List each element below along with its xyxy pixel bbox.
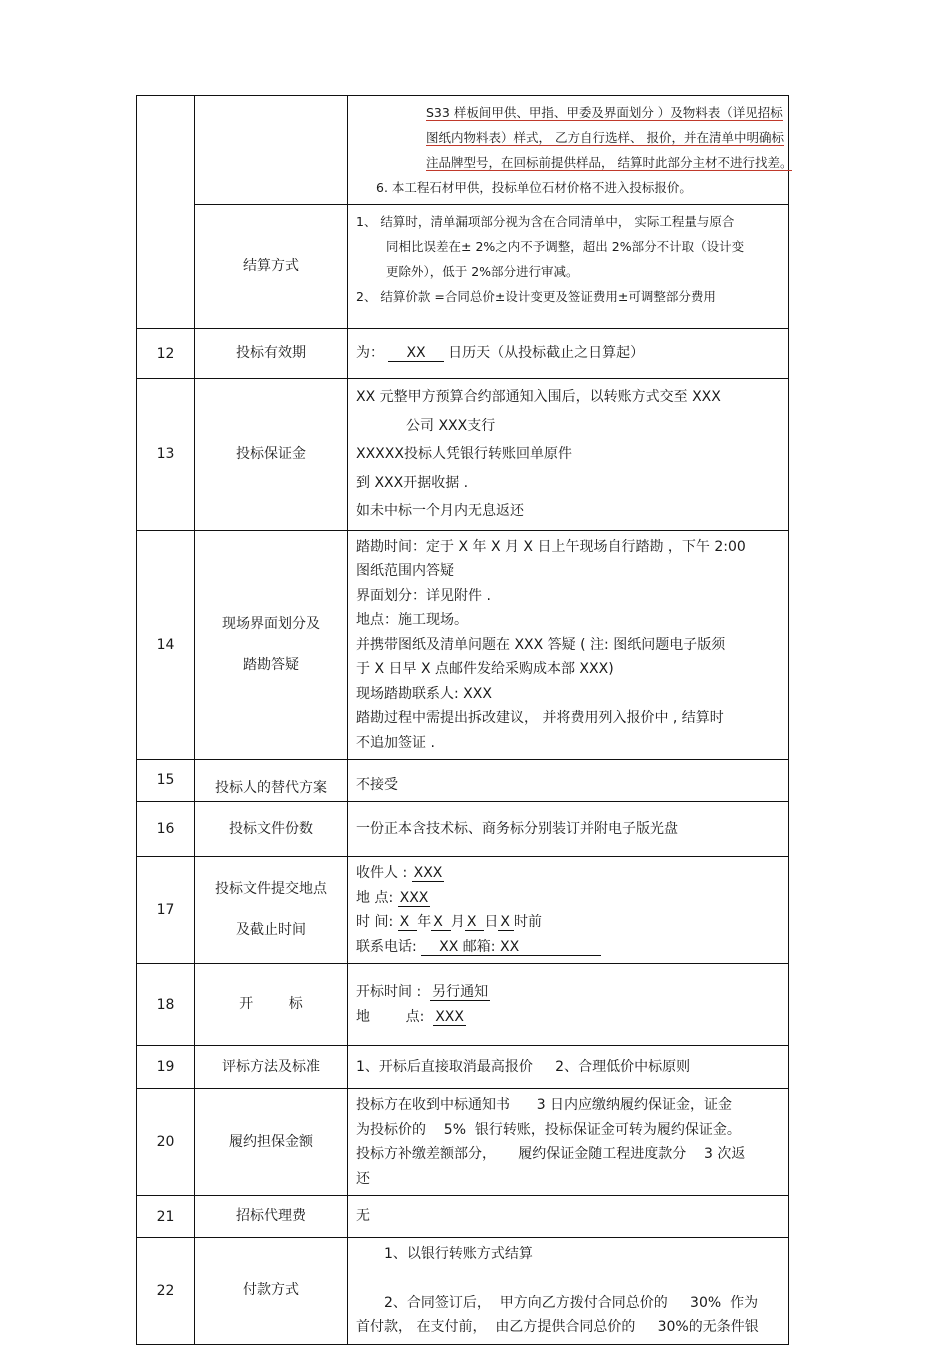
site-visit-content: 踏勘时间：定于 X 年 X 月 X 日上午现场自行踏勘 ，下午 2:00 图纸范围内答疑 界面划分：详见附件 . 地点：施工现场。 并携带图纸及清单问题在 XXX 答疑 ( 注: 图纸问题电子版须 于 X 日早 X 点邮件发给采购成本部 XXX) 现场踏勘联系人: XXX 踏勘过程中需提出拆改建议， 并将费用列入报价中 , 结算时 不追加签证 . bbox=[348, 530, 789, 760]
copies-content: 一份正本含技术标、商务标分别装订并附电子版光盘 bbox=[348, 802, 789, 857]
row-number-cell bbox=[137, 96, 195, 329]
performance-bond-content: 投标方在收到中标通知书 3 日内应缴纳履约保证金，证金 为投标价的 5% 银行转账，投标保证金可转为履约保证金。 投标方补缴差额部分， 履约保证金随工程进度款分 3 次返 还 bbox=[348, 1089, 789, 1196]
deposit-content: XX 元整甲方预算合约部通知入围后，以转账方式交至 XXX 公司 XXX支行 XXXXX投标人凭银行转账回单原件 到 XXX开据收据 . 如未中标一个月内无息返还 bbox=[348, 379, 789, 531]
table-row-16 bbox=[137, 802, 789, 857]
settlement-line-4: 2、 结算价款 =合同总价±设计变更及签证费用±可调整部分费用 bbox=[356, 289, 716, 304]
row-number: 16 bbox=[137, 802, 195, 857]
table-row-14 bbox=[137, 530, 789, 760]
row-label: 投标文件份数 bbox=[195, 802, 348, 857]
validity-content: 为： XX 日历天（从投标截止之日算起） bbox=[348, 329, 789, 379]
row-label: 投标有效期 bbox=[195, 329, 348, 379]
row-label: 投标人的替代方案 bbox=[195, 760, 348, 802]
row-number: 18 bbox=[137, 964, 195, 1046]
table-row-22 bbox=[137, 1238, 789, 1345]
row-number: 19 bbox=[137, 1046, 195, 1089]
opening-content: 开标时间 : 另行通知 地 点: XXX bbox=[348, 964, 789, 1046]
row-number: 21 bbox=[137, 1196, 195, 1238]
settlement-content bbox=[348, 205, 789, 329]
payment-content: 1、以银行转账方式结算 2、合同签订后， 甲方向乙方拨付合同总价的 30% 作为 首付款， 在支付前， 由乙方提供合同总价的 30%的无条件银 bbox=[348, 1238, 789, 1345]
row-label: 履约担保金额 bbox=[195, 1089, 348, 1196]
tender-info-table bbox=[136, 95, 793, 1345]
row-number: 13 bbox=[137, 379, 195, 531]
table-row-15 bbox=[137, 760, 789, 802]
table-row-17 bbox=[137, 857, 789, 964]
table-row-11-settlement bbox=[137, 205, 789, 329]
submission-content: 收件人 : XXX 地 点: XXX 时 间: X 年 X 月 X 日 X 时前 联系电话: XX 邮箱: XX bbox=[348, 857, 789, 964]
settlement-line-1: 1、 结算时，清单漏项部分视为含在合同清单中， 实际工程量与原合 bbox=[356, 214, 735, 229]
settlement-line-2: 同相比误差在± 2%之内不予调整，超出 2%部分不计取（设计变 bbox=[386, 239, 745, 254]
row-number: 15 bbox=[137, 760, 195, 802]
materials-line-3: 注品牌型号，在回标前提供样品， 结算时此部分主材不进行找差。 bbox=[426, 155, 793, 170]
row-label: 招标代理费 bbox=[195, 1196, 348, 1238]
table-row-11-materials bbox=[137, 96, 789, 205]
row-label: 评标方法及标准 bbox=[195, 1046, 348, 1089]
alternative-content: 不接受 bbox=[348, 760, 789, 802]
table-row-21 bbox=[137, 1196, 789, 1238]
materials-line-2: 图纸内物料表）样式， 乙方自行选样、 报价，并在清单中明确标 bbox=[426, 130, 784, 145]
row-label: 付款方式 bbox=[195, 1238, 348, 1345]
row-number: 14 bbox=[137, 530, 195, 760]
row-label: 现场界面划分及 踏勘答疑 bbox=[195, 530, 348, 760]
evaluation-content: 1、开标后直接取消最高报价 2、合理低价中标原则 bbox=[348, 1046, 789, 1089]
row-number: 20 bbox=[137, 1089, 195, 1196]
materials-line-4: 6. 本工程石材甲供，投标单位石材价格不进入投标报价。 bbox=[376, 180, 692, 195]
validity-days: XX bbox=[388, 345, 443, 362]
materials-line-1: S33 样板间甲供、甲指、甲委及界面划分 ）及物料表（详见招标 bbox=[426, 105, 783, 120]
table-row-13 bbox=[137, 379, 789, 531]
agency-fee-content: 无 bbox=[348, 1196, 789, 1238]
table-row-12 bbox=[137, 329, 789, 379]
row-label-cell bbox=[195, 96, 348, 205]
row-number: 17 bbox=[137, 857, 195, 964]
row-label: 开 标 bbox=[195, 964, 348, 1046]
settlement-line-3: 更除外），低于 2%部分进行审减。 bbox=[386, 264, 579, 279]
row-label: 投标保证金 bbox=[195, 379, 348, 531]
table-row-18 bbox=[137, 964, 789, 1046]
row-label: 投标文件提交地点 及截止时间 bbox=[195, 857, 348, 964]
row-number: 12 bbox=[137, 329, 195, 379]
table-row-19 bbox=[137, 1046, 789, 1089]
settlement-label: 结算方式 bbox=[195, 205, 348, 329]
row-number: 22 bbox=[137, 1238, 195, 1345]
table-row-20 bbox=[137, 1089, 789, 1196]
materials-content bbox=[348, 96, 793, 205]
